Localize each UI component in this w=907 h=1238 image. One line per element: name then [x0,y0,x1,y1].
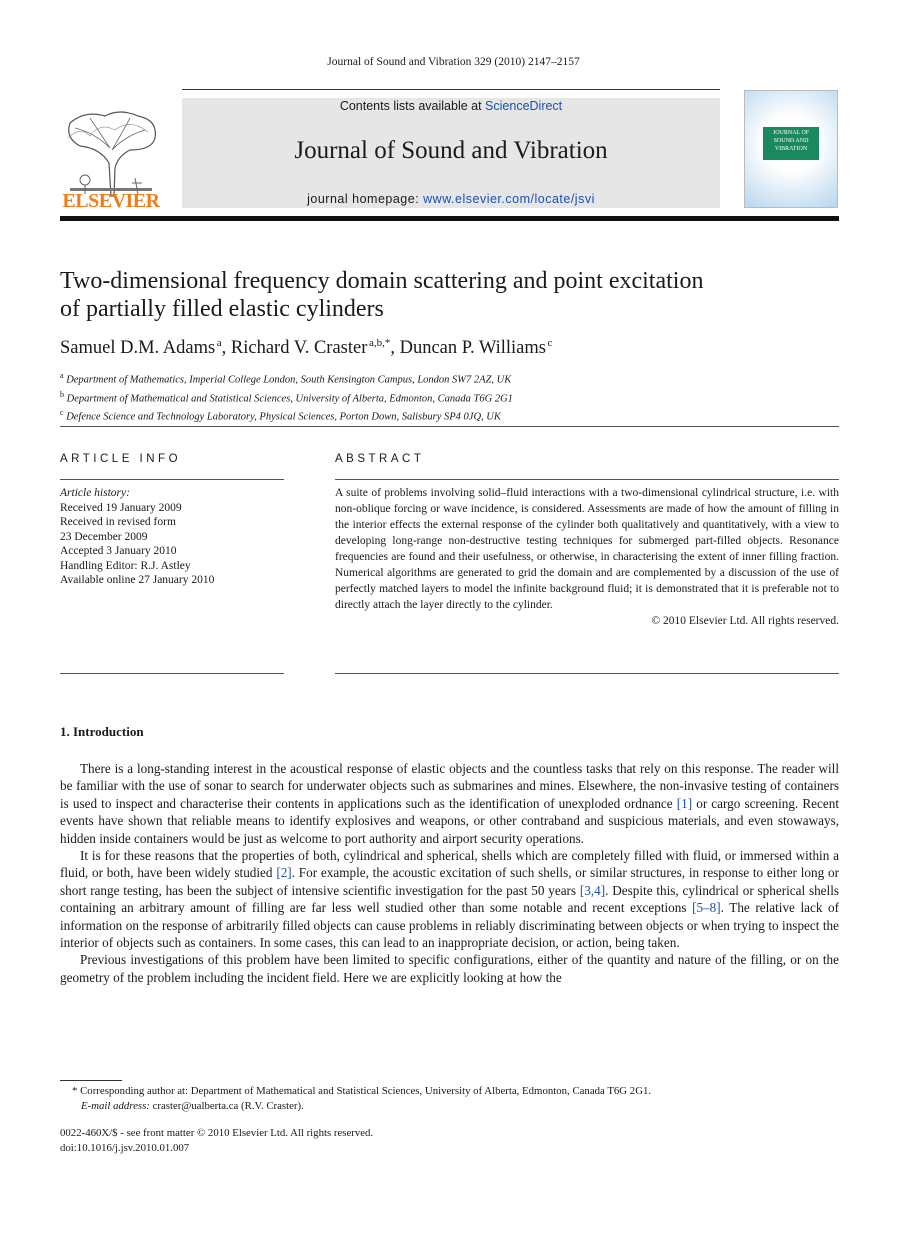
email-label: E-mail address: [81,1100,150,1112]
reference-link[interactable]: [2] [276,865,292,881]
paragraph-text: There is a long-standing interest in the acoustical response of elastic objects and the countless tasks that rely on this response. The reader will be familiar with the use of sonar to search for underwater objects such as submarines and mines. Elsewhere, the non-invasive testing of containers is used to inspect and characterise their contents in applications such as the identification of unexploded ordnance [60,761,839,811]
paragraph [60,847,839,951]
footnote-text: Corresponding author at: Department of Mathematical and Statistical Sciences, University of Alberta, Edmonton, Canada T6G 2G1. [77,1085,652,1097]
footnote [60,1084,839,1114]
doi-line: doi:10.1016/j.jsv.2010.01.007 [60,1141,190,1154]
author-separator: , [390,338,400,359]
abstract-heading: ABSTRACT [335,453,425,465]
history-line: Handling Editor: R.J. Astley [60,559,191,572]
header-thick-rule [60,216,839,221]
author-name: Richard V. Craster [230,338,368,359]
affiliation-marker: a [60,371,64,380]
reference-link[interactable]: [5–8] [692,900,721,916]
front-matter [60,1126,373,1155]
affiliation-text: Department of Mathematical and Statistical Sciences, University of Alberta, Edmonton, Canada T6G 2G1 [66,393,513,404]
affiliation-text: Defence Science and Technology Laboratory, Physical Sciences, Porton Down, Salisbury SP4 0JQ, UK [66,411,501,423]
affiliation-item [60,369,513,388]
paragraph-text: . For example, the acoustic excitation of such shells, or similar structures, in response to either long or short range testing, has been the subject of intensive scientific investigation for the past 50 years [60,865,839,898]
article-info-rule [60,479,284,480]
abstract-text: A suite of problems involving solid–fluid interactions with a two-dimensional cylindrical structure, i.e. with non-oblique forcing or wave incidence, is considered. Assessments are made of how the amount of filling in the interior effects the external response of the cylinder both qualitatively and quantitatively, with a view to developing long-range non-destructive testing techniques for submerged part-filled objects. Resonance frequencies are found and their usefulness, or otherwise, in characterising the extent of inner filling fraction. Numerical algorithms are generated to grid the domain and are complemented by a discussion of the use of perfectly matched layers to model the infinite background fluid; it is demonstrated that it is preferable not to directly attach the layer directly to the cylinder. [335,487,839,611]
paper-title-line-1: Two-dimensional frequency domain scattering and point excitation [60,268,704,294]
journal-homepage-line [182,192,720,206]
author-name: Duncan P. Williams [399,338,546,359]
paper-title-line-2: of partially filled elastic cylinders [60,296,384,322]
paragraph-text: . Despite this, cylindrical or spherical shells containing an arbitrary amount of filling are far less well studied other than some notable and recent exceptions [60,882,839,916]
introduction-body [60,760,839,986]
article-history [60,486,284,588]
article-history-label: Article history: [60,487,130,499]
journal-citation: Journal of Sound and Vibration 329 (2010) 2147–2157 [327,56,580,68]
affiliation-list [60,369,513,425]
abstract-bottom-rule [335,673,839,674]
affiliation-item [60,388,513,407]
affiliation-text: Department of Mathematics, Imperial College London, South Kensington Campus, London SW7 2AZ, UK [66,374,512,386]
article-info-bottom-rule [60,673,284,674]
homepage-link[interactable]: www.elsevier.com/locate/jsvi [423,192,595,206]
author-affiliation-marker: a,b,* [368,337,391,349]
paragraph-text: or cargo screening. Recent events have shown that reliable means to identify explosives and weapons, or other contraband and suspicious materials, and even stowaways, hidden inside containers would be just as welcome to port authority and airport security operations. [60,795,839,846]
article-info-heading: ARTICLE INFO [60,453,182,465]
reference-link[interactable]: [1] [676,795,693,811]
history-line: 23 December 2009 [60,530,148,543]
footnote-marker: * [72,1085,78,1097]
paragraph-text: It is for these reasons that the properties of both, cylindrical and spherical, shells which are completely filled with fluid, or immersed within a fluid, or both, have been widely studied [60,848,839,881]
sciencedirect-link[interactable]: ScienceDirect [485,99,563,113]
abstract-body [335,485,839,629]
contents-prefix: Contents lists available at [339,99,486,113]
history-line: Received in revised form [60,516,176,528]
history-line: Available online 27 January 2010 [60,574,215,586]
header-top-rule [182,89,720,90]
reference-link[interactable]: [3,4] [579,882,606,898]
affiliation-item [60,406,513,425]
abstract-rule [335,479,839,480]
email-address: craster@ualberta.ca (R.V. Craster). [149,1100,304,1112]
journal-title: Journal of Sound and Vibration [294,137,608,164]
paragraph [60,951,839,986]
history-line: Received 19 January 2009 [60,501,182,514]
journal-cover-thumbnail [744,90,838,208]
homepage-prefix: journal homepage: [307,192,424,206]
affiliation-marker: b [60,389,64,399]
cover-title-box: JOURNAL OF SOUND AND VIBRATION [763,127,819,160]
abstract-copyright: © 2010 Elsevier Ltd. All rights reserved. [651,615,839,627]
email-note [60,1099,839,1114]
paragraph-text: Previous investigations of this problem have been limited to specific configurations, either of the quantity and nature of the filling, or on the geometry of the problem including the incident field. Here we are explicitly looking at how the [60,952,839,985]
paper-title [60,267,840,323]
issn-line: 0022-460X/$ - see front matter © 2010 Elsevier Ltd. All rights reserved. [60,1127,374,1139]
footnote-rule [60,1080,122,1081]
author-separator: , [221,338,231,359]
history-line: Accepted 3 January 2010 [60,545,177,557]
author-list [60,337,552,359]
paragraph [60,760,839,847]
author-name: Samuel D.M. Adams [60,338,216,359]
author-affiliation-marker: a [216,337,222,349]
corresponding-author-note [60,1084,839,1099]
author-affiliation-marker: c [547,337,553,349]
affiliation-marker: c [60,408,64,417]
divider-rule [60,426,839,427]
section-heading-introduction: 1. Introduction [60,724,144,739]
paragraph-text: . The relative lack of information on the response of arbitrarily filled objects can cause problems in reliably discriminating between objects or when trying to inspect the interior of objects such as containers. In some cases, this can lead to an inappropriate decision, or action, being taken. [60,900,839,951]
contents-line [182,99,720,113]
publisher-logo-text: ELSEVIER [62,190,160,212]
